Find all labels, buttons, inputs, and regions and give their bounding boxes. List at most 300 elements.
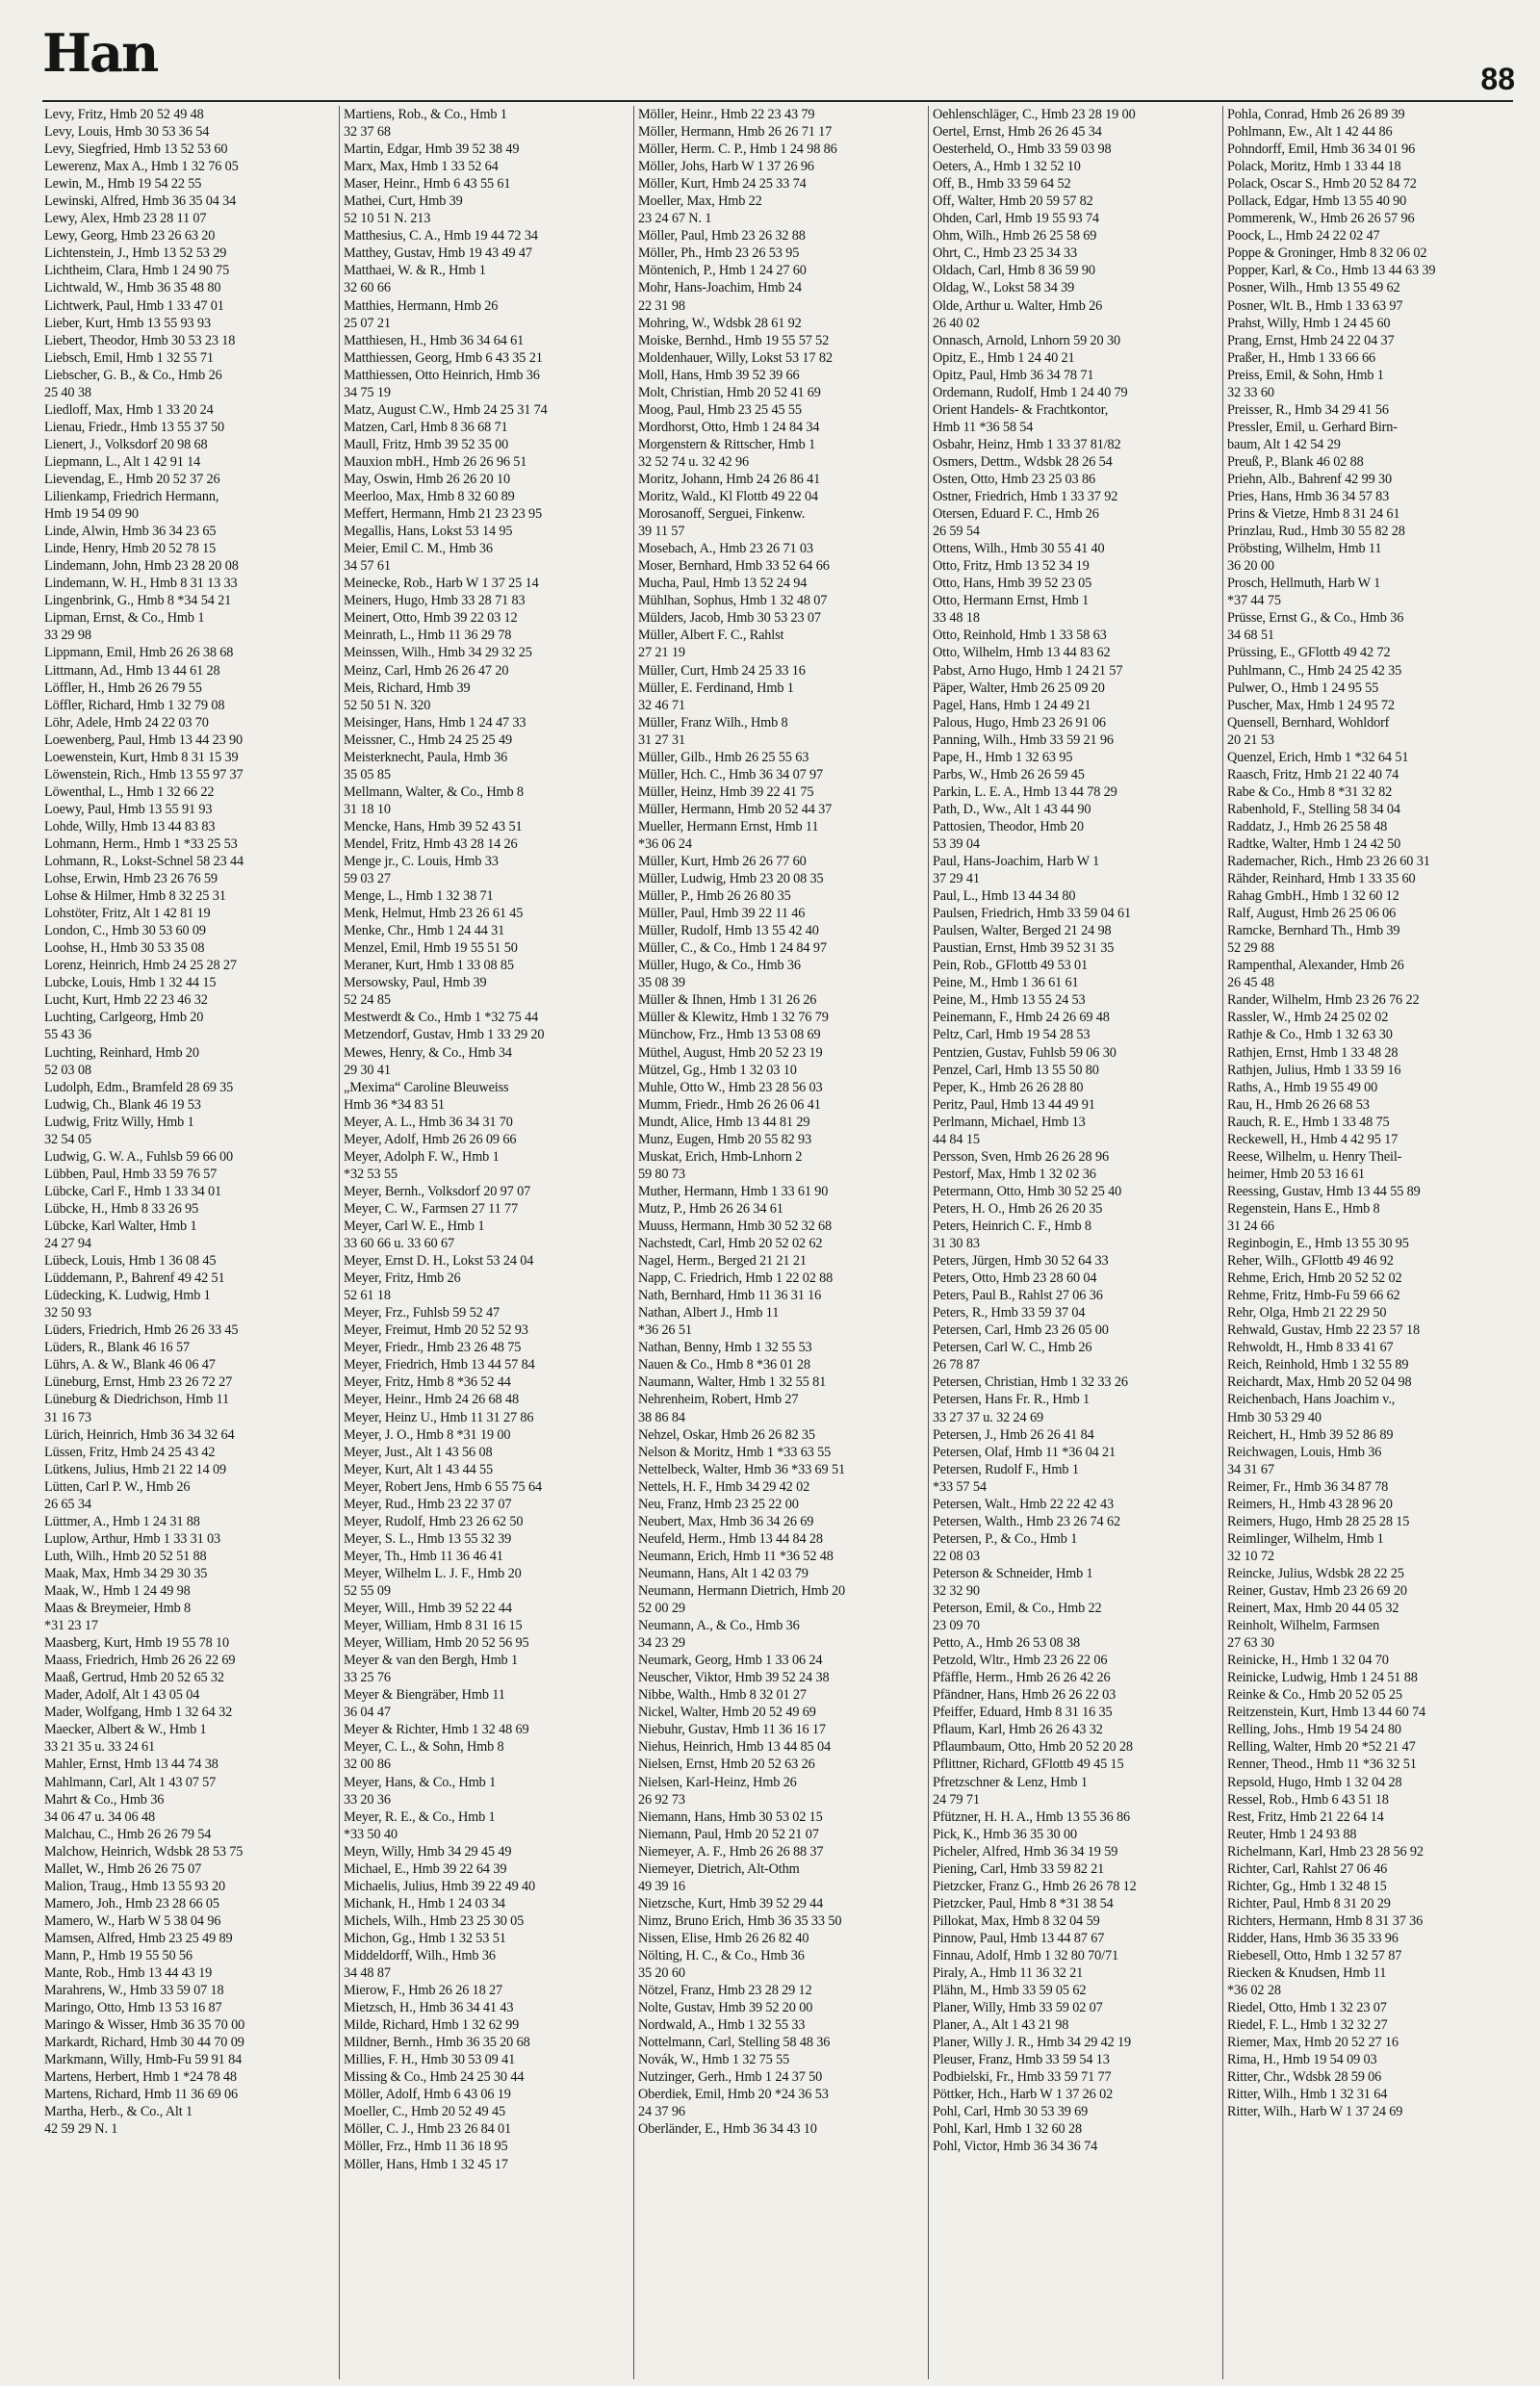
directory-entry: Löffler, H., Hmb 26 26 79 55 — [44, 680, 202, 696]
directory-entry: 59 80 73 — [638, 1166, 685, 1182]
directory-entry: 32 54 05 — [44, 1131, 91, 1147]
directory-entry: Nathan, Albert J., Hmb 11 — [638, 1305, 780, 1321]
directory-entry: Petersen, Walth., Hmb 23 26 74 62 — [933, 1513, 1120, 1529]
directory-entry: Reimer, Fr., Hmb 36 34 87 78 — [1227, 1478, 1389, 1495]
directory-entry: Matthey, Gustav, Hmb 19 43 49 47 — [344, 245, 532, 262]
directory-entry: 42 59 29 N. 1 — [44, 2121, 118, 2138]
directory-entry: „Mexima“ Caroline Bleuweiss — [344, 1079, 509, 1095]
directory-entry: Meyer, Robert Jens, Hmb 6 55 75 64 — [344, 1478, 542, 1495]
directory-entry: Napp, C. Friedrich, Hmb 1 22 02 88 — [638, 1270, 834, 1287]
directory-entry: Matthaei, W. & R., Hmb 1 — [344, 263, 486, 279]
directory-entry: Hmb 11 *36 58 54 — [933, 419, 1034, 435]
directory-entry: Lüssen, Fritz, Hmb 24 25 43 42 — [44, 1444, 216, 1460]
directory-entry: May, Oswin, Hmb 26 26 20 10 — [344, 471, 510, 487]
directory-entry: 26 59 54 — [933, 524, 980, 540]
directory-entry: Reher, Wilh., GFlottb 49 46 92 — [1227, 1253, 1394, 1270]
directory-entry: Peters, Heinrich C. F., Hmb 8 — [933, 1219, 1091, 1234]
directory-entry: Peters, H. O., Hmb 26 26 20 35 — [933, 1200, 1103, 1217]
directory-entry: Lucht, Kurt, Hmb 22 23 46 32 — [44, 992, 208, 1009]
directory-entry: Maak, W., Hmb 1 24 49 98 — [44, 1582, 191, 1599]
directory-entry: 52 55 09 — [344, 1582, 391, 1599]
directory-entry: Nolte, Gustav, Hmb 39 52 20 00 — [638, 2000, 813, 2016]
directory-entry: Rehwald, Gustav, Hmb 22 23 57 18 — [1227, 1322, 1420, 1339]
directory-entry: Matthiessen, Otto Heinrich, Hmb 36 — [344, 367, 540, 383]
directory-entry: Menk, Helmut, Hmb 23 26 61 45 — [344, 906, 524, 922]
directory-entry: Löhr, Adele, Hmb 24 22 03 70 — [44, 714, 209, 731]
directory-entry: Paulsen, Walter, Berged 21 24 98 — [933, 923, 1112, 939]
directory-entry: 33 60 66 u. 33 60 67 — [344, 1236, 454, 1252]
directory-entry: Lübcke, H., Hmb 8 33 26 95 — [44, 1200, 199, 1217]
directory-entry: Neumann, Hans, Alt 1 42 03 79 — [638, 1565, 808, 1581]
directory-entry: Linde, Henry, Hmb 20 52 78 15 — [44, 541, 217, 557]
directory-entry: Müller, Albert F. C., Rahlst — [638, 628, 784, 644]
directory-entry: Mauxion mbH., Hmb 26 26 96 51 — [344, 453, 527, 470]
directory-entry: Oesterheld, O., Hmb 33 59 03 98 — [933, 141, 1112, 158]
directory-entry: Mordhorst, Otto, Hmb 1 24 84 34 — [638, 419, 820, 435]
directory-entry: Mucha, Paul, Hmb 13 52 24 94 — [638, 576, 808, 592]
directory-entry: 33 20 36 — [344, 1791, 391, 1808]
directory-entry: Off, Walter, Hmb 20 59 57 82 — [933, 193, 1093, 210]
directory-entry: Petersen, Rudolf F., Hmb 1 — [933, 1461, 1079, 1477]
directory-entry: Pleuser, Franz, Hmb 33 59 54 13 — [933, 2052, 1110, 2068]
directory-entry: Möller, Johs, Harb W 1 37 26 96 — [638, 159, 814, 175]
directory-entry: Meinert, Otto, Hmb 39 22 03 12 — [344, 610, 518, 627]
directory-entry: Picheler, Alfred, Hmb 36 34 19 59 — [933, 1843, 1118, 1860]
directory-entry: Pfützner, H. H. A., Hmb 13 55 36 86 — [933, 1809, 1131, 1825]
directory-entry: 35 08 39 — [638, 975, 685, 991]
directory-entry: Rassler, W., Hmb 24 25 02 02 — [1227, 1010, 1389, 1026]
directory-entry: Riebesell, Otto, Hmb 1 32 57 87 — [1227, 1947, 1402, 1963]
directory-entry: Reinke & Co., Hmb 20 52 05 25 — [1227, 1687, 1402, 1704]
directory-entry: Meyer, Friedrich, Hmb 13 44 57 84 — [344, 1357, 535, 1373]
directory-entry: Maecker, Albert & W., Hmb 1 — [44, 1722, 207, 1738]
directory-entry: Polack, Oscar S., Hmb 20 52 84 72 — [1227, 176, 1417, 192]
directory-entry: Pagel, Hans, Hmb 1 24 49 21 — [933, 697, 1091, 713]
directory-entry: Niemeyer, Dietrich, Alt-Othm — [638, 1860, 800, 1877]
directory-entry: 24 27 94 — [44, 1236, 91, 1252]
directory-entry: Hmb 36 *34 83 51 — [344, 1096, 445, 1113]
directory-entry: Preiss, Emil, & Sohn, Hmb 1 — [1227, 367, 1384, 383]
directory-entry: Pries, Hans, Hmb 36 34 57 83 — [1227, 489, 1390, 505]
directory-entry: Meyer, William, Hmb 8 31 16 15 — [344, 1618, 523, 1634]
directory-entry: Pestorf, Max, Hmb 1 32 02 36 — [933, 1166, 1096, 1182]
directory-entry: Rehme, Erich, Hmb 20 52 52 02 — [1227, 1270, 1402, 1287]
directory-entry: Riedel, F. L., Hmb 1 32 32 27 — [1227, 2017, 1388, 2034]
directory-entry: Opitz, E., Hmb 1 24 40 21 — [933, 349, 1075, 366]
header-rule — [42, 100, 1513, 102]
directory-entry: Pietzcker, Paul, Hmb 8 *31 38 54 — [933, 1895, 1114, 1911]
directory-entry: Meisterknecht, Paula, Hmb 36 — [344, 749, 508, 765]
directory-entry: Morosanoff, Serguei, Finkenw. — [638, 506, 806, 523]
directory-entry: Olde, Arthur u. Walter, Hmb 26 — [933, 297, 1103, 314]
directory-entry: Ottens, Wilh., Hmb 30 55 41 40 — [933, 541, 1105, 557]
directory-entry: 31 27 31 — [638, 731, 685, 748]
directory-entry: Renner, Theod., Hmb 11 *36 32 51 — [1227, 1757, 1417, 1773]
directory-entry: Rampenthal, Alexander, Hmb 26 — [1227, 958, 1404, 974]
directory-entry: 35 05 85 — [344, 766, 391, 783]
directory-entry: 44 84 15 — [933, 1131, 980, 1147]
directory-entry: Otto, Hermann Ernst, Hmb 1 — [933, 593, 1090, 609]
directory-entry: 32 46 71 — [638, 697, 685, 713]
directory-entry: Pohl, Victor, Hmb 36 34 36 74 — [933, 2139, 1098, 2155]
directory-entry: Puhlmann, C., Hmb 24 25 42 35 — [1227, 662, 1402, 679]
directory-entry: Lüneburg, Ernst, Hmb 23 26 72 27 — [44, 1374, 233, 1391]
directory-entry: Martens, Herbert, Hmb 1 *24 78 48 — [44, 2069, 237, 2086]
directory-entry: Neumann, A., & Co., Hmb 36 — [638, 1618, 800, 1634]
directory-entry: Ohrt, C., Hmb 23 25 34 33 — [933, 245, 1077, 262]
directory-entry: Menge, L., Hmb 1 32 38 71 — [344, 888, 494, 905]
directory-entry: Mellmann, Walter, & Co., Hmb 8 — [344, 783, 524, 800]
directory-entry: 33 21 35 u. 33 24 61 — [44, 1739, 155, 1756]
directory-entry: Meraner, Kurt, Hmb 1 33 08 85 — [344, 958, 514, 974]
directory-entry: Petermann, Otto, Hmb 30 52 25 40 — [933, 1183, 1122, 1199]
directory-entry: Lohse & Hilmer, Hmb 8 32 25 31 — [44, 888, 226, 905]
directory-entry: Milde, Richard, Hmb 1 32 62 99 — [344, 2017, 520, 2034]
directory-entry: Pabst, Arno Hugo, Hmb 1 24 21 57 — [933, 662, 1123, 679]
directory-entry: Marx, Max, Hmb 1 33 52 64 — [344, 159, 499, 175]
directory-entry: Prosch, Hellmuth, Harb W 1 — [1227, 576, 1381, 592]
directory-entry: Meyer, Wilhelm L. J. F., Hmb 20 — [344, 1565, 522, 1581]
directory-entry: Nickel, Walter, Hmb 20 52 49 69 — [638, 1705, 816, 1721]
directory-entry: Quensell, Bernhard, Wohldorf — [1227, 714, 1390, 731]
directory-entry: Neumark, Georg, Hmb 1 33 06 24 — [638, 1653, 823, 1669]
directory-entry: 33 48 18 — [933, 610, 980, 627]
directory-entry: Liebsch, Emil, Hmb 1 32 55 71 — [44, 349, 214, 366]
directory-entry: Mahlmann, Carl, Alt 1 43 07 57 — [44, 1774, 217, 1790]
directory-entry: Mietzsch, H., Hmb 36 34 41 43 — [344, 2000, 514, 2016]
directory-entry: Moll, Hans, Hmb 39 52 39 66 — [638, 367, 800, 383]
directory-entry: 33 27 37 u. 32 24 69 — [933, 1409, 1043, 1425]
directory-entry: Naumann, Walter, Hmb 1 32 55 81 — [638, 1374, 827, 1391]
directory-entry: Piening, Carl, Hmb 33 59 82 21 — [933, 1860, 1105, 1877]
directory-entry: Meyer, Fritz, Hmb 8 *36 52 44 — [344, 1374, 511, 1391]
directory-entry: Michon, Gg., Hmb 1 32 53 51 — [344, 1930, 506, 1946]
directory-entry: Popper, Karl, & Co., Hmb 13 44 63 39 — [1227, 263, 1436, 279]
directory-entry: Matthesius, C. A., Hmb 19 44 72 34 — [344, 228, 538, 244]
directory-entry: Meyer, Fritz, Hmb 26 — [344, 1270, 461, 1287]
directory-entry: Lievendag, E., Hmb 20 52 37 26 — [44, 471, 220, 487]
directory-entry: Maaß, Gertrud, Hmb 20 52 65 32 — [44, 1670, 224, 1686]
directory-entry: Nath, Bernhard, Hmb 11 36 31 16 — [638, 1288, 822, 1304]
directory-entry: Lewerenz, Max A., Hmb 1 32 76 05 — [44, 159, 239, 175]
directory-entry: Levy, Louis, Hmb 30 53 36 54 — [44, 124, 210, 141]
directory-column-3 — [633, 106, 928, 2379]
directory-entry: Muhle, Otto W., Hmb 23 28 56 03 — [638, 1079, 823, 1095]
directory-entry: Posner, Wlt. B., Hmb 1 33 63 97 — [1227, 297, 1403, 314]
directory-entry: 49 39 16 — [638, 1878, 685, 1894]
directory-entry: Ludwig, Ch., Blank 46 19 53 — [44, 1096, 201, 1113]
directory-entry: Opitz, Paul, Hmb 36 34 78 71 — [933, 367, 1094, 383]
directory-entry: Meissner, C., Hmb 24 25 25 49 — [344, 731, 512, 748]
directory-entry: Persson, Sven, Hmb 26 26 28 96 — [933, 1148, 1109, 1165]
directory-entry: Prins & Vietze, Hmb 8 31 24 61 — [1227, 506, 1400, 523]
directory-entry: Pohndorff, Emil, Hmb 36 34 01 96 — [1227, 141, 1416, 158]
directory-entry: 33 29 98 — [44, 628, 91, 644]
directory-entry: Malchow, Heinrich, Wdsbk 28 53 75 — [44, 1843, 244, 1860]
directory-entry: Prahst, Willy, Hmb 1 24 45 60 — [1227, 315, 1391, 331]
directory-entry: Planer, Willy J. R., Hmb 34 29 42 19 — [933, 2035, 1132, 2051]
directory-entry: 27 63 30 — [1227, 1635, 1274, 1652]
directory-entry: Riedel, Otto, Hmb 1 32 23 07 — [1227, 2000, 1387, 2016]
directory-entry: Pöttker, Hch., Harb W 1 37 26 02 — [933, 2087, 1114, 2103]
directory-entry: Oeters, A., Hmb 1 32 52 10 — [933, 159, 1081, 175]
directory-entry: 38 86 84 — [638, 1409, 685, 1425]
directory-entry: Hmb 19 54 09 90 — [44, 506, 139, 523]
directory-entry: 52 00 29 — [638, 1601, 685, 1617]
directory-column-1 — [44, 106, 339, 2379]
directory-entry: Rademacher, Rich., Hmb 23 26 60 31 — [1227, 854, 1430, 870]
directory-entry: *33 50 40 — [344, 1826, 398, 1842]
directory-entry: Oberdiek, Emil, Hmb 20 *24 36 53 — [638, 2087, 829, 2103]
directory-entry: Riemer, Max, Hmb 20 52 27 16 — [1227, 2035, 1399, 2051]
directory-entry: Pflaum, Karl, Hmb 26 26 43 32 — [933, 1722, 1103, 1738]
directory-entry: 36 04 47 — [344, 1705, 391, 1721]
directory-entry: Maringo & Wisser, Hmb 36 35 70 00 — [44, 2017, 245, 2034]
directory-entry: 22 08 03 — [933, 1548, 980, 1564]
directory-entry: Path, D., Ww., Alt 1 43 44 90 — [933, 801, 1091, 817]
directory-entry: Martens, Richard, Hmb 11 36 69 06 — [44, 2087, 239, 2103]
directory-entry: Palous, Hugo, Hmb 23 26 91 06 — [933, 714, 1106, 731]
directory-entry: Meinecke, Rob., Harb W 1 37 25 14 — [344, 576, 539, 592]
directory-entry: Löwenthal, L., Hmb 1 32 66 22 — [44, 783, 215, 800]
directory-entry: Maak, Max, Hmb 34 29 30 35 — [44, 1565, 208, 1581]
directory-entry: Meyer, Th., Hmb 11 36 46 41 — [344, 1548, 503, 1564]
directory-entry: Lübcke, Karl Walter, Hmb 1 — [44, 1219, 197, 1234]
directory-entry: Nachstedt, Carl, Hmb 20 52 02 62 — [638, 1236, 823, 1252]
directory-entry: Poppe & Groninger, Hmb 8 32 06 02 — [1227, 245, 1427, 262]
directory-entry: Martin, Edgar, Hmb 39 52 38 49 — [344, 141, 520, 158]
directory-entry: Moritz, Wald., Kl Flottb 49 22 04 — [638, 489, 819, 505]
directory-entry: Lewy, Georg, Hmb 23 26 63 20 — [44, 228, 216, 244]
directory-entry: Reinholt, Wilhelm, Farmsen — [1227, 1618, 1380, 1634]
directory-entry: Prinzlau, Rud., Hmb 30 55 82 28 — [1227, 524, 1405, 540]
directory-entry: Menke, Chr., Hmb 1 24 44 31 — [344, 923, 505, 939]
directory-entry: Rähder, Reinhard, Hmb 1 33 35 60 — [1227, 871, 1416, 887]
directory-entry: Müller, Hugo, & Co., Hmb 36 — [638, 958, 801, 974]
directory-entry: Meyer, Adolph F. W., Hmb 1 — [344, 1148, 500, 1165]
directory-entry: Levy, Siegfried, Hmb 13 52 53 60 — [44, 141, 228, 158]
directory-entry: Müller, Paul, Hmb 39 22 11 46 — [638, 906, 806, 922]
directory-entry: Oldag, W., Lokst 58 34 39 — [933, 280, 1075, 296]
directory-entry: Ralf, August, Hmb 26 25 06 06 — [1227, 906, 1397, 922]
directory-entry: Mersowsky, Paul, Hmb 39 — [344, 975, 487, 991]
directory-entry: Otto, Fritz, Hmb 13 52 34 19 — [933, 558, 1090, 575]
directory-entry: Müller, E. Ferdinand, Hmb 1 — [638, 680, 794, 696]
directory-entry: Rahag GmbH., Hmb 1 32 60 12 — [1227, 888, 1399, 905]
directory-entry: Lippmann, Emil, Hmb 26 26 38 68 — [44, 645, 234, 661]
directory-entry: Petersen, P., & Co., Hmb 1 — [933, 1530, 1078, 1547]
directory-entry: Mante, Rob., Hmb 13 44 43 19 — [44, 1965, 213, 1982]
directory-entry: Preuß, P., Blank 46 02 88 — [1227, 453, 1364, 470]
directory-entry: Megallis, Hans, Lokst 53 14 95 — [344, 524, 513, 540]
directory-entry: Lübben, Paul, Hmb 33 59 76 57 — [44, 1166, 218, 1182]
directory-entry: Mutz, P., Hmb 26 26 34 61 — [638, 1200, 783, 1217]
directory-entry: Lilienkamp, Friedrich Hermann, — [44, 489, 219, 505]
directory-entry: Planer, Willy, Hmb 33 59 02 07 — [933, 2000, 1103, 2016]
directory-entry: Neubert, Max, Hmb 36 34 26 69 — [638, 1513, 814, 1529]
directory-entry: 26 40 02 — [933, 315, 980, 331]
directory-entry: Radtke, Walter, Hmb 1 24 42 50 — [1227, 835, 1401, 852]
directory-entry: Muuss, Hermann, Hmb 30 52 32 68 — [638, 1219, 833, 1234]
directory-entry: Mader, Wolfgang, Hmb 1 32 64 32 — [44, 1705, 233, 1721]
directory-entry: Planer, A., Alt 1 43 21 98 — [933, 2017, 1069, 2034]
directory-entry: Nehrenheim, Robert, Hmb 27 — [638, 1392, 799, 1408]
directory-entry: Möller, Herm. C. P., Hmb 1 24 98 86 — [638, 141, 837, 158]
directory-entry: Regenstein, Hans E., Hmb 8 — [1227, 1200, 1380, 1217]
directory-entry: Reessing, Gustav, Hmb 13 44 55 89 — [1227, 1183, 1421, 1199]
directory-entry: Raths, A., Hmb 19 55 49 00 — [1227, 1079, 1378, 1095]
directory-entry: Meyer & Biengräber, Hmb 11 — [344, 1687, 505, 1704]
directory-entry: Parkin, L. E. A., Hmb 13 44 78 29 — [933, 783, 1117, 800]
directory-entry: Rau, H., Hmb 26 26 68 53 — [1227, 1096, 1370, 1113]
directory-entry: Michaelis, Julius, Hmb 39 22 49 40 — [344, 1878, 536, 1894]
directory-entry: Luth, Wilh., Hmb 20 52 51 88 — [44, 1548, 207, 1564]
directory-entry: 34 23 29 — [638, 1635, 685, 1652]
directory-entry: Meffert, Hermann, Hmb 21 23 23 95 — [344, 506, 543, 523]
directory-entry: Meyn, Willy, Hmb 34 29 45 49 — [344, 1843, 512, 1860]
directory-entry: Panning, Wilh., Hmb 33 59 21 96 — [933, 731, 1114, 748]
directory-entry: 34 57 61 — [344, 558, 391, 575]
directory-entry: Müller & Ihnen, Hmb 1 31 26 26 — [638, 992, 817, 1009]
directory-entry: Meyer, Carl W. E., Hmb 1 — [344, 1219, 485, 1234]
directory-entry: Pohl, Carl, Hmb 30 53 39 69 — [933, 2104, 1089, 2120]
directory-entry: 26 45 48 — [1227, 975, 1274, 991]
directory-entry: Mamero, Joh., Hmb 23 28 66 05 — [44, 1895, 219, 1911]
directory-entry: Müthel, August, Hmb 20 52 23 19 — [638, 1044, 823, 1061]
page-title: Han — [42, 22, 158, 84]
directory-entry: Meyer, Just., Alt 1 43 56 08 — [344, 1444, 493, 1460]
directory-entry: Peters, Jürgen, Hmb 30 52 64 33 — [933, 1253, 1109, 1270]
directory-entry: Mülders, Jacob, Hmb 30 53 23 07 — [638, 610, 821, 627]
directory-entry: 34 75 19 — [344, 384, 391, 400]
directory-entry: Ludolph, Edm., Bramfeld 28 69 35 — [44, 1079, 234, 1095]
directory-entry: Pollack, Edgar, Hmb 13 55 40 90 — [1227, 193, 1407, 210]
directory-entry: 52 10 51 N. 213 — [344, 211, 431, 227]
directory-entry: Meinssen, Wilh., Hmb 34 29 32 25 — [344, 645, 532, 661]
directory-entry: 32 50 93 — [44, 1305, 91, 1321]
directory-entry: Malion, Traug., Hmb 13 55 93 20 — [44, 1878, 225, 1894]
directory-entry: Nordwald, A., Hmb 1 32 55 33 — [638, 2017, 806, 2034]
directory-entry: Prang, Ernst, Hmb 24 22 04 37 — [1227, 332, 1395, 348]
directory-entry: Pohl, Karl, Hmb 1 32 60 28 — [933, 2121, 1082, 2138]
directory-entry: Polack, Moritz, Hmb 1 33 44 18 — [1227, 159, 1401, 175]
directory-entry: Ridder, Hans, Hmb 36 35 33 96 — [1227, 1930, 1399, 1946]
directory-entry: Meiners, Hugo, Hmb 33 28 71 83 — [344, 593, 526, 609]
directory-entry: 32 33 60 — [1227, 384, 1274, 400]
directory-entry: Richters, Hermann, Hmb 8 31 37 36 — [1227, 1912, 1424, 1929]
directory-entry: 26 78 87 — [933, 1357, 980, 1373]
directory-entry: Müller & Klewitz, Hmb 1 32 76 79 — [638, 1010, 829, 1026]
directory-entry: 22 31 98 — [638, 297, 685, 314]
directory-entry: Neumann, Hermann Dietrich, Hmb 20 — [638, 1582, 846, 1599]
directory-entry: Mamsen, Alfred, Hmb 23 25 49 89 — [44, 1930, 233, 1946]
directory-entry: Ostner, Friedrich, Hmb 1 33 37 92 — [933, 489, 1118, 505]
directory-entry: Pommerenk, W., Hmb 26 26 57 96 — [1227, 211, 1415, 227]
directory-entry: Otto, Wilhelm, Hmb 13 44 83 62 — [933, 645, 1111, 661]
directory-entry: Peritz, Paul, Hmb 13 44 49 91 — [933, 1096, 1095, 1113]
directory-entry: Reichwagen, Louis, Hmb 36 — [1227, 1444, 1382, 1460]
directory-entry: Möntenich, P., Hmb 1 24 27 60 — [638, 263, 807, 279]
directory-entry: Neufeld, Herm., Hmb 13 44 84 28 — [638, 1530, 823, 1547]
directory-entry: Petersen, Olaf, Hmb 11 *36 04 21 — [933, 1444, 1116, 1460]
directory-entry: Prüsse, Ernst G., & Co., Hmb 36 — [1227, 610, 1404, 627]
directory-entry: Möller, Paul, Hmb 23 26 32 88 — [638, 228, 806, 244]
directory-entry: Moser, Bernhard, Hmb 33 52 64 66 — [638, 558, 830, 575]
directory-entry: Raasch, Fritz, Hmb 21 22 40 74 — [1227, 766, 1399, 783]
directory-entry: Paustian, Ernst, Hmb 39 52 31 35 — [933, 940, 1115, 957]
directory-entry: Mallet, W., Hmb 26 26 75 07 — [44, 1860, 202, 1877]
directory-entry: Loohse, H., Hmb 30 53 35 08 — [44, 940, 205, 957]
directory-entry: 31 24 66 — [1227, 1219, 1274, 1234]
directory-entry: 37 29 41 — [933, 871, 980, 887]
directory-entry: Rabenhold, F., Stelling 58 34 04 — [1227, 801, 1400, 817]
directory-entry: 32 60 66 — [344, 280, 391, 296]
directory-entry: Lohstöter, Fritz, Alt 1 42 81 19 — [44, 906, 211, 922]
directory-entry: Löffler, Richard, Hmb 1 32 79 08 — [44, 697, 225, 713]
directory-entry: Nehzel, Oskar, Hmb 26 26 82 35 — [638, 1426, 815, 1443]
directory-entry: Perlmann, Michael, Hmb 13 — [933, 1114, 1086, 1130]
directory-entry: Lewy, Alex, Hmb 23 28 11 07 — [44, 211, 207, 227]
directory-entry: Plähn, M., Hmb 33 59 05 62 — [933, 1983, 1087, 1999]
directory-entry: Meyer, S. L., Hmb 13 55 32 39 — [344, 1530, 512, 1547]
directory-entry: Nelson & Moritz, Hmb 1 *33 63 55 — [638, 1444, 832, 1460]
directory-entry: Osten, Otto, Hmb 23 25 03 86 — [933, 471, 1095, 487]
directory-entry: Munz, Eugen, Hmb 20 55 82 93 — [638, 1131, 812, 1147]
directory-entry: Matthiesen, H., Hmb 36 34 64 61 — [344, 332, 525, 348]
directory-entry: Meis, Richard, Hmb 39 — [344, 680, 471, 696]
directory-entry: Matthies, Hermann, Hmb 26 — [344, 297, 499, 314]
directory-entry: Maull, Fritz, Hmb 39 52 35 00 — [344, 436, 509, 452]
directory-entry: Meyer, Rudolf, Hmb 23 26 62 50 — [344, 1513, 524, 1529]
directory-entry: Ritter, Wilh., Harb W 1 37 24 69 — [1227, 2104, 1403, 2120]
directory-entry: 35 20 60 — [638, 1965, 685, 1982]
directory-entry: Rathjen, Ernst, Hmb 1 33 48 28 — [1227, 1044, 1399, 1061]
directory-entry: Lienau, Friedr., Hmb 13 55 37 50 — [44, 419, 224, 435]
directory-entry: Reincke, Julius, Wdsbk 28 22 25 — [1227, 1565, 1404, 1581]
directory-entry: Meyer, Freimut, Hmb 20 52 52 93 — [344, 1322, 528, 1339]
directory-entry: Maser, Heinr., Hmb 6 43 55 61 — [344, 176, 511, 192]
directory-entry: Oehlenschläger, C., Hmb 23 28 19 00 — [933, 107, 1136, 122]
directory-entry: Müller, Kurt, Hmb 26 26 77 60 — [638, 854, 807, 870]
directory-entry: Reese, Wilhelm, u. Henry Theil- — [1227, 1148, 1402, 1165]
directory-entry: Meerloo, Max, Hmb 8 32 60 89 — [344, 489, 515, 505]
directory-entry: Möller, Kurt, Hmb 24 25 33 74 — [638, 176, 807, 192]
directory-entry: Pulwer, O., Hmb 1 24 95 55 — [1227, 680, 1379, 696]
directory-entry: Lichtwerk, Paul, Hmb 1 33 47 01 — [44, 297, 224, 314]
directory-entry: Nettels, H. F., Hmb 34 29 42 02 — [638, 1478, 810, 1495]
directory-entry: 31 16 73 — [44, 1409, 91, 1425]
directory-entry: 34 06 47 u. 34 06 48 — [44, 1809, 155, 1825]
directory-entry: London, C., Hmb 30 53 60 09 — [44, 923, 206, 939]
directory-entry: Reich, Reinhold, Hmb 1 32 55 89 — [1227, 1357, 1409, 1373]
directory-entry: Ludwig, G. W. A., Fuhlsb 59 66 00 — [44, 1148, 234, 1165]
directory-entry: Pflittner, Richard, GFlottb 49 45 15 — [933, 1757, 1124, 1773]
directory-entry: Meyer, Friedr., Hmb 23 26 48 75 — [344, 1340, 522, 1356]
directory-entry: Meyer & Richter, Hmb 1 32 48 69 — [344, 1722, 529, 1738]
directory-entry: Nissen, Elise, Hmb 26 26 82 40 — [638, 1930, 809, 1946]
directory-entry: Paul, Hans-Joachim, Harb W 1 — [933, 854, 1100, 870]
directory-entry: Liebert, Theodor, Hmb 30 53 23 18 — [44, 332, 236, 348]
directory-entry: Lewinski, Alfred, Hmb 36 35 04 34 — [44, 193, 237, 210]
directory-entry: Lohde, Willy, Hmb 13 44 83 83 — [44, 818, 216, 834]
directory-entry: Meinz, Carl, Hmb 26 26 47 20 — [344, 662, 509, 679]
directory-entry: Linde, Alwin, Hmb 36 34 23 65 — [44, 524, 217, 540]
directory-entry: Lewin, M., Hmb 19 54 22 55 — [44, 176, 202, 192]
directory-entry: Molt, Christian, Hmb 20 52 41 69 — [638, 384, 821, 400]
directory-entry: Reichert, H., Hmb 39 52 86 89 — [1227, 1426, 1394, 1443]
page-header — [0, 0, 1540, 96]
directory-entry: Müller, Hermann, Hmb 20 52 44 37 — [638, 801, 833, 817]
